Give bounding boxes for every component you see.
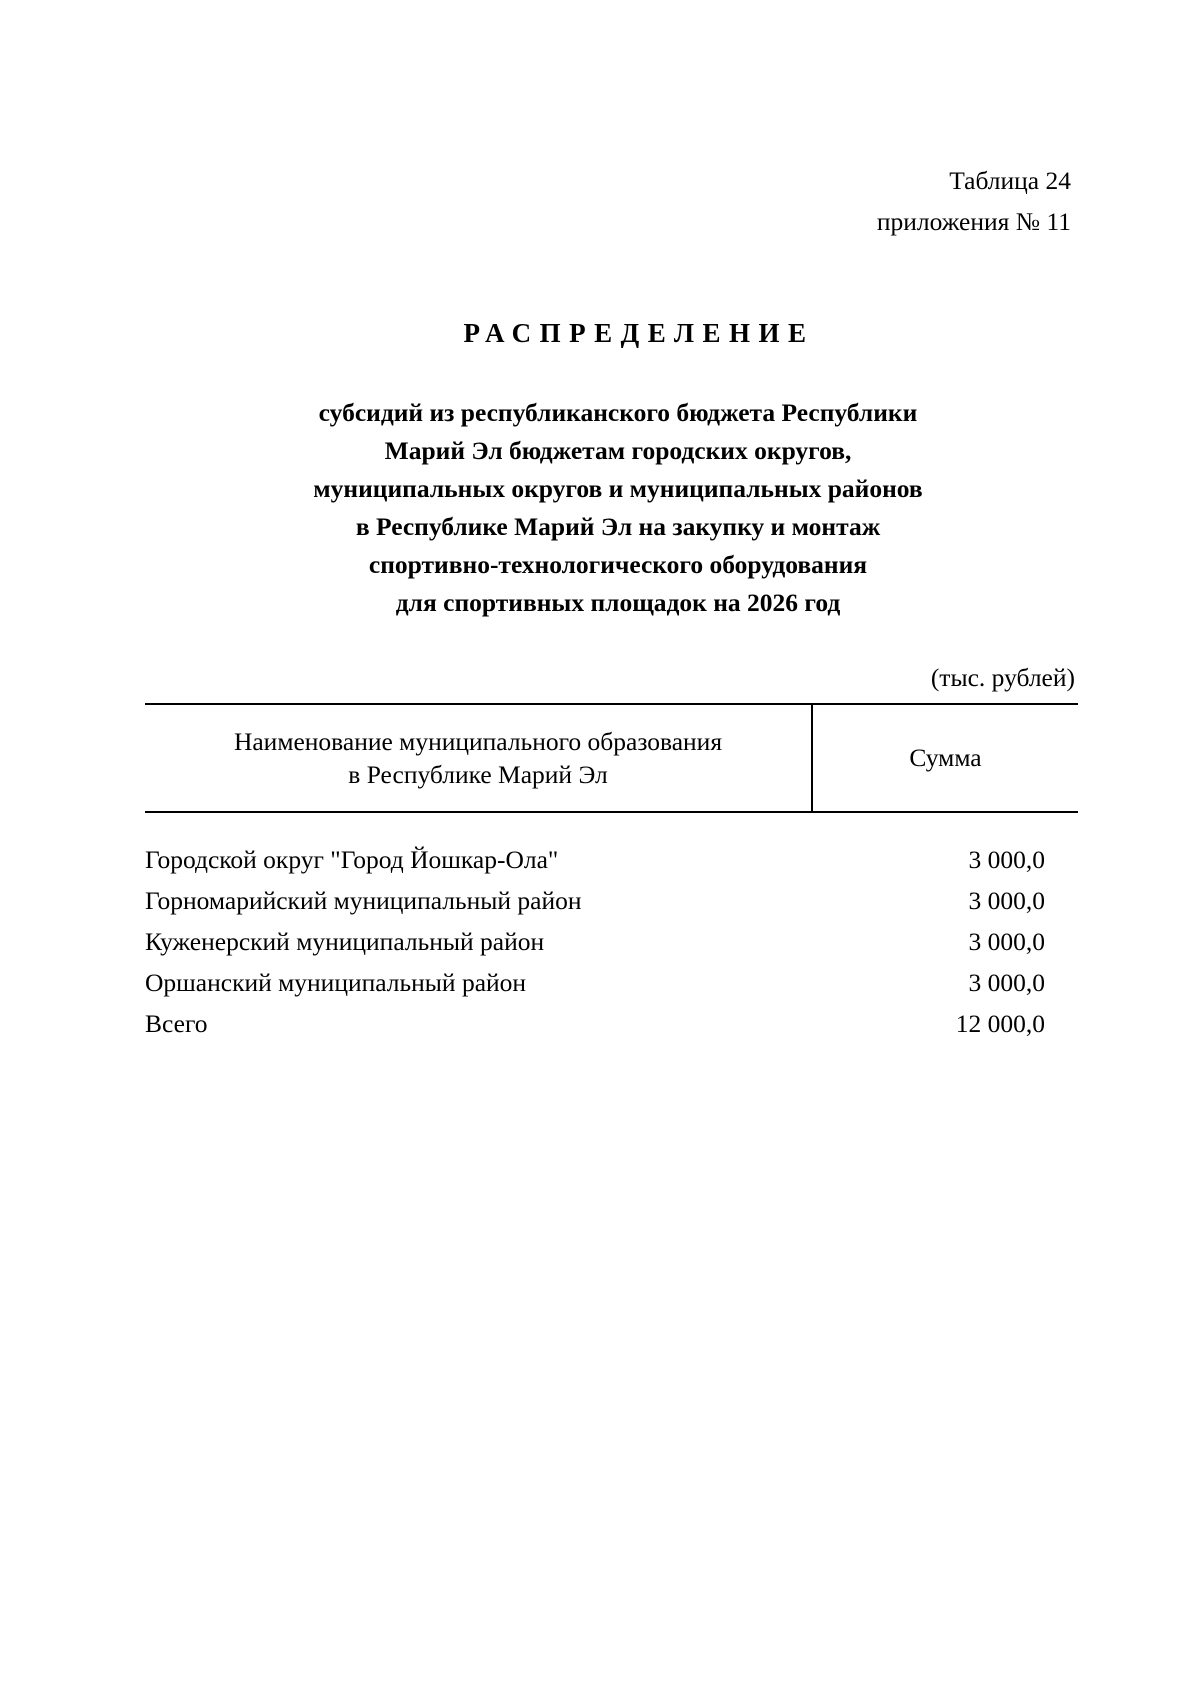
- table-row: [145, 880, 1078, 921]
- unit-label: (тыс. рублей): [930, 663, 1075, 692]
- municipality-name: Куженерский муниципальный район: [145, 927, 545, 956]
- table-row: [145, 962, 1078, 1003]
- appendix-number: приложения № 11: [876, 207, 1071, 236]
- subtitle-line: Марий Эл бюджетам городских округов,: [384, 436, 852, 465]
- subtitle-line: субсидий из республиканского бюджета Республики: [318, 398, 918, 427]
- subtitle-line: для спортивных площадок на 2026 год: [395, 588, 841, 617]
- municipality-name: Оршанский муниципальный район: [145, 968, 527, 997]
- document-heading: РАСПРЕДЕЛЕНИЕ: [463, 318, 815, 348]
- total-row: [145, 1003, 1078, 1044]
- amount-value: 3 000,0: [968, 968, 1045, 997]
- amount-value: 3 000,0: [968, 845, 1045, 874]
- table-row: [145, 839, 1078, 880]
- total-value: 12 000,0: [955, 1009, 1045, 1038]
- table-row: [145, 921, 1078, 962]
- municipality-name: Городской округ "Город Йошкар-Ола": [145, 845, 559, 874]
- table-annex-reference: [877, 160, 1071, 242]
- amount-value: 3 000,0: [968, 886, 1045, 915]
- header-name-line: Наименование муниципального образования: [233, 727, 723, 756]
- table-number: Таблица 24: [949, 166, 1071, 195]
- header-name-line: в Республике Марий Эл: [348, 760, 608, 789]
- subtitle-line: муниципальных округов и муниципальных районов: [313, 474, 923, 503]
- document-subtitle: [180, 394, 1056, 622]
- amount-value: 3 000,0: [968, 927, 1045, 956]
- table-body: [145, 839, 1078, 1044]
- subtitle-line: в Республике Марий Эл на закупку и монтаж: [355, 512, 881, 541]
- distribution-table: [145, 703, 1078, 1044]
- subtitle-line: спортивно-технологического оборудования: [368, 550, 868, 579]
- header-sum-cell: Сумма: [909, 743, 982, 772]
- header-name-cell: [145, 705, 813, 811]
- total-label: Всего: [145, 1009, 208, 1038]
- table-header: [145, 703, 1078, 813]
- municipality-name: Горномарийский муниципальный район: [145, 886, 582, 915]
